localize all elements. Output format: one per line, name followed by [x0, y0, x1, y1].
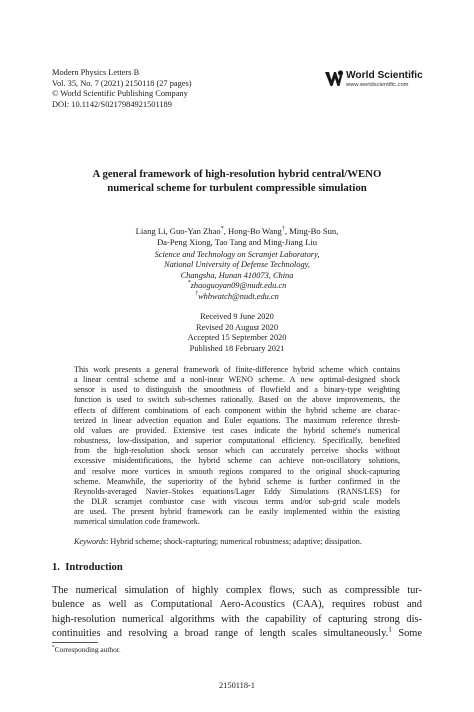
title-line-1: A general framework of high-resolution hybrid central/WENO: [92, 168, 382, 180]
affiliation-line-2: National University of Defense Technology,: [163, 260, 310, 270]
body-text: [52, 584, 422, 641]
date-revised: Revised 20 August 2020: [195, 322, 279, 332]
author-names: Liang Li, Guo-Yan Zhao: [135, 226, 221, 236]
world-scientific-logo-icon: [324, 69, 344, 89]
keywords-text: : Hybrid scheme; shock-capturing; numerical robustness; adaptive; dissipation.: [106, 537, 362, 546]
journal-name: Modern Physics Letters B: [52, 68, 140, 77]
abstract-line: from the high-resolution shock sensor which can accurately perceive shocks without: [74, 446, 400, 456]
email-link[interactable]: zhaoguoyan09@nudt.edu.cn: [190, 281, 287, 291]
journal-doi[interactable]: DOI: 10.1142/S0217984921501189: [52, 99, 172, 109]
author-mark: †: [281, 226, 285, 233]
date-accepted: Accepted 15 September 2020: [187, 333, 287, 343]
affiliation: [52, 250, 422, 302]
date-published: Published 18 February 2021: [189, 343, 285, 353]
email-mark: †: [195, 290, 199, 297]
abstract-line: are used. The present hybrid framework can be easily implemented within the existing: [74, 507, 400, 517]
publisher-url[interactable]: www.worldscientific.com: [346, 82, 409, 88]
author-names: , Hong-Bo Wang: [223, 226, 282, 236]
section-title: Introduction: [65, 562, 123, 573]
title-line-2: numerical scheme for turbulent compressible simulation: [107, 182, 367, 195]
body-line: bulence as well as Computational Aero-Acoustics (CAA), requires robust and: [52, 599, 422, 611]
abstract-line: scheme. Meanwhile, the superiority of the hybrid scheme is further confirmed in the: [74, 476, 400, 486]
abstract-line: This work presents a general framework of finite-difference hybrid scheme which contains: [74, 365, 400, 374]
email-line-2: [52, 292, 422, 302]
authors-line-2: Da-Peng Xiong, Tao Tang and Ming-Jiang Liu: [156, 236, 318, 247]
footnote-divider: [52, 642, 98, 643]
body-text-span: Some: [391, 627, 422, 639]
abstract-line: numerical simulation code framework.: [74, 517, 200, 527]
abstract-line: the DLR scramjet combustor case with viscous terms and/or sub-grid scale models: [74, 497, 400, 507]
keywords-label: Keywords: [74, 537, 107, 546]
body-line: The numerical simulation of highly complex flows, such as compressible tur-: [52, 585, 422, 596]
author-mark: *: [220, 226, 224, 233]
publisher-name: World Scientific: [346, 70, 423, 81]
citation-ref[interactable]: 1: [388, 625, 392, 634]
abstract-line: effects of different combinations of each component within the hybrid scheme are charac-: [74, 405, 400, 415]
section-heading: [52, 562, 123, 573]
body-line: high-resolution numerical algorithms with the capability of capturing strong dis-: [52, 613, 422, 625]
journal-header: [52, 68, 192, 110]
abstract: [74, 365, 400, 528]
publication-dates: [52, 312, 422, 354]
email-link[interactable]: whbwatch@nudt.edu.cn: [198, 291, 279, 301]
author-names: , Ming-Bo Sun,: [284, 226, 339, 236]
publisher-logo: [324, 68, 424, 92]
abstract-line: terized in linear advection equation and Euler equations. The maximum reference thresh-: [74, 415, 400, 425]
email-line-1: [52, 281, 422, 291]
abstract-line: robustness, low-dissipation, and superior computational efficiency. Specifically, benefited: [74, 436, 400, 446]
author-list: [52, 226, 422, 248]
paper-title: [52, 167, 422, 196]
abstract-line: old values are provided. Extensive test cases indicate the hybrid scheme's numerical: [74, 425, 400, 435]
email-mark: *: [187, 280, 191, 287]
abstract-line: function is used to switch sub-schemes rationally. Based on the above improvements, the: [74, 395, 400, 405]
journal-volume: Vol. 35, No. 7 (2021) 2150118 (27 pages): [52, 78, 192, 88]
abstract-line: excessive misidentifications, the hybrid scheme can achieve non-oscillatory solutions,: [74, 456, 400, 466]
keywords: [74, 537, 400, 547]
page-number: 2150118-1: [219, 681, 255, 690]
abstract-line: sensor is used to distinguish the smoothness of flowfield and a binary-type weighting: [74, 385, 400, 395]
body-line: [52, 627, 422, 641]
footnote-mark: *: [52, 644, 55, 651]
abstract-line: and resolve more vortices in smooth regions compared to the original shock-capturing: [74, 466, 400, 476]
footnote-text: Corresponding author.: [54, 645, 121, 654]
abstract-line: a linear central scheme and a nonl-inear WENO scheme. A new optimal-designed shock: [74, 375, 400, 385]
body-text-span: continuities and resolving a broad range of length scales simultaneously.: [52, 627, 389, 639]
section-number: 1.: [52, 562, 60, 573]
affiliation-line-3: Changsha, Hunan 410073, China: [180, 270, 294, 280]
journal-copyright: © World Scientific Publishing Company: [52, 89, 188, 99]
footnote: [52, 645, 121, 654]
authors-line-1: [52, 226, 422, 237]
date-received: Received 9 June 2020: [200, 312, 274, 321]
affiliation-line-1: Science and Technology on Scramjet Laboratory,: [154, 250, 320, 259]
abstract-line: Reynolds-averaged Navier–Stokes equations/Lager Eddy Simulations (RANS/LES) for: [74, 486, 400, 496]
